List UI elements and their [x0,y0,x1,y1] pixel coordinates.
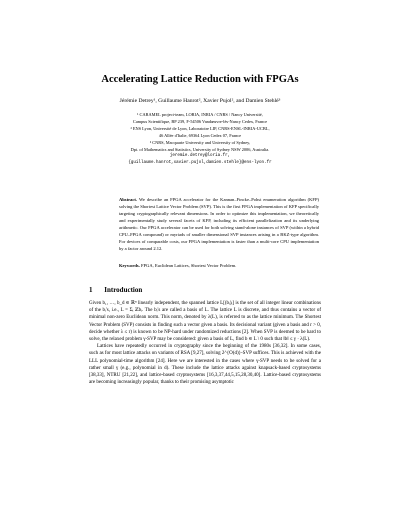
affiliation-line: ² ENS Lyon, Université de Lyon, Laboratoire LIP, CNRS-ENSL-INRIA-UCBL, [130,126,270,132]
paper-title: Accelerating Lattice Reduction with FPGAs [101,74,299,85]
affiliation-block [0,111,400,167]
body-paragraph: Given b₁, …, b_d ∈ ℝⁿ linearly independent, the spanned lattice L[(bᵢ)ᵢ] is the set of all integer linear combinations of the bᵢ's, i.e., L = Σᵢ ℤbᵢ. The bᵢ's are called a basis of L. The lattice L is discrete, and thus contains a vector of minimal non-zero Euclidean norm. This norm, denoted by λ(L), is referred to as the lattice minimum. The Shortest Vector Problem (SVP) consists in finding such a vector given a basis. Its decisional variant (given a basis and r > 0, decide whether λ ≤ r) is known to be NP-hard under randomized reductions [2]. When SVP is deemed to be hard to solve, the relaxed problem γ-SVP may be considered: given a basis of L, find b ∈ L \ 0 such that ‖b‖ ≤ γ · λ(L). [89,301,321,343]
section-body [89,300,321,386]
affiliation-line: ³ CNRS, Macquarie University and University of Sydney, [149,140,251,146]
section-title: Introduction [104,286,143,294]
affiliation-line: 46 Allée d'Italie, 69364 Lyon Cedex 07, France [158,133,242,139]
affiliation-line: Campus Scientifique, BP 239, F-54506 Vandœuvre-lès-Nancy Cedex, France [132,119,268,125]
abstract [119,196,319,252]
author-email: jeremie.detrey@loria.fr, [169,154,231,159]
section-number: 1 [89,286,93,294]
author-email: {guillaume.hanrot,xavier.pujol,damien.stehle}@ens-lyon.fr [128,161,272,166]
author-list: Jérémie Detrey¹, Guillaume Hanrot², Xavier Pujol², and Damien Stehlé³ [119,98,281,104]
section-heading [89,286,142,294]
body-paragraph: Lattices have repeatedly occurred in cryptography since the beginning of the 1980s [36,32]. In some cases, such as for most lattice attacks on variants of RSA [9,27], solving 2^{O(d)}-SVP suffices. This is achieved with the LLL polynomial-time algorithm [24]. Here we are interested in the cases where γ-SVP needs to be solved for a rather small γ (e.g., polynomial in d). These include the lattice attacks against knapsack-based cryptosystems [38,33], NTRU [21,22], and lattice-based cryptosystems [16,3,37,44,5,15,28,30,40]. Lattice-based cryptosystems are becoming increasingly popular, thanks to their promising asymptotic [89,344,321,386]
keywords-label: Keywords. [119,263,140,268]
keywords-text: FPGA, Euclidean Lattices, Shortest Vector Problem. [140,263,237,268]
keywords [119,263,319,268]
abstract-label: Abstract. [119,197,138,202]
abstract-text: We describe an FPGA accelerator for the Kannan–Fincke–Pohst enumeration algorithm (KFP) solving the Shortest Lattice Vector Problem (SVP). This is the first FPGA implementation of KFP specifically targeting cryptographically relevant dimensions. In order to optimize this implementation, we theoretically and experimentally study several facets of KFP, including its efficient parallelization and its underlying arithmetic. Our FPGA accelerator can be used for both solving stand-alone instances of SVP (within a hybrid CPU–FPGA compound) or myriads of smaller dimensional SVP instances arising in a BKZ-type algorithm. For devices of comparable costs, our FPGA implementation is faster than a multi-core CPU implementation by a factor around 2.12. [119,197,319,252]
affiliation-line: Dpt. of Mathematics and Statistics, University of Sydney NSW 2006, Australia. [130,147,270,153]
affiliation-line: ¹ CARAMEL project-team, LORIA, INRIA / CNRS / Nancy Université, [137,112,263,117]
